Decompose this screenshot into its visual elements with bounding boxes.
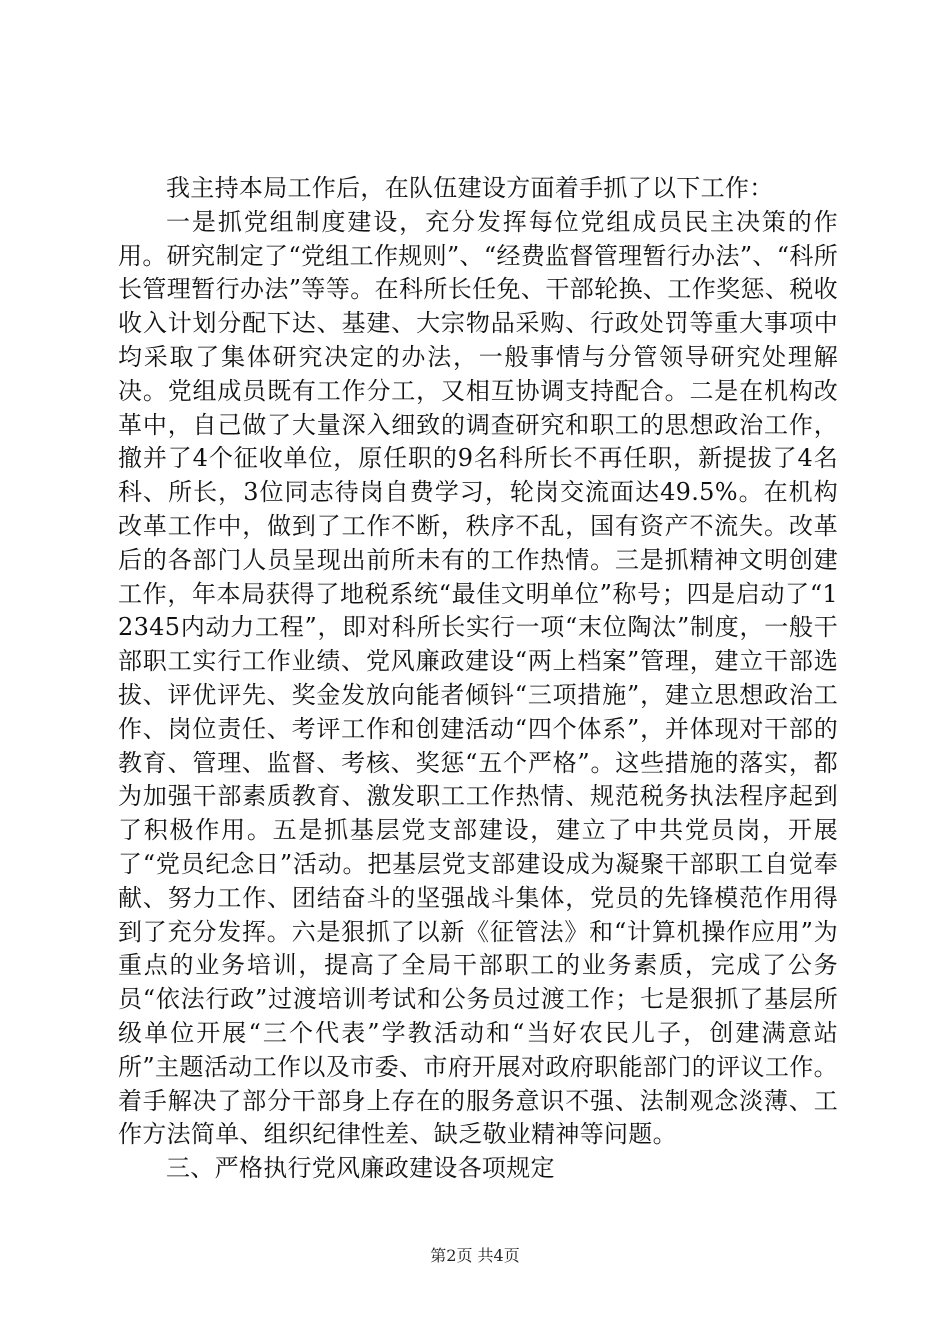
section-heading: 三、严格执行党风廉政建设各项规定 bbox=[166, 1154, 555, 1183]
document-body bbox=[118, 172, 838, 1186]
intro-paragraph: 我主持本局工作后，在队伍建设方面着手抓了以下工作： bbox=[166, 174, 774, 202]
body-paragraph: 一是抓党组制度建设，充分发挥每位党组成员民主决策的作用。研究制定了“党组工作规则”、“经费监督管理暂行办法”、“科所长管理暂行办法”等等。在科所长任免、干部轮换、工作奖惩、税收收入计划分配下达、基建、大宗物品采购、行政处罚等重大事项中均采取了集体研究决定的办法，一般事情与分管领导研究处理解决。党组成员既有工作分工，又相互协调支持配合。二是在机构改革中，自己做了大量深入细致的调查研究和职工的思想政治工作，撤并了4个征收单位，原任职的9名科所长不再任职，新提拔了4名科、所长，3位同志待岗自费学习，轮岗交流面达49.5%。在机构改革工作中，做到了工作不断，秩序不乱，国有资产不流失。改革后的各部门人员呈现出前所未有的工作热情。三是抓精神文明创建工作，年本局获得了地税系统“最佳文明单位”称号；四是启动了“12345内动力工程”，即对科所长实行一项“末位陶汰”制度，一般干部职工实行工作业绩、党风廉政建设“两上档案”管理，建立干部选拔、评优评先、奖金发放向能者倾钭“三项措施”，建立思想政治工作、岗位责任、考评工作和创建活动“四个体系”，并体现对干部的教育、管理、监督、考核、奖惩“五个严格”。这些措施的落实，都为加强干部素质教育、激发职工工作热情、规范税务执法程序起到了积极作用。五是抓基层党支部建设，建立了中共党员岗，开展了“党员纪念日”活动。把基层党支部建设成为凝聚干部职工自觉奉献、努力工作、团结奋斗的坚强战斗集体，党员的先锋模范作用得到了充分发挥。六是狠抓了以新《征管法》和“计算机操作应用”为重点的业务培训，提高了全局干部职工的业务素质，完成了公务员“依法行政”过渡培训考试和公务员过渡工作；七是狠抓了基层所级单位开展“三个代表”学教活动和“当好农民儿子，创建满意站所”主题活动工作以及市委、市府开展对政府职能部门的评议工作。着手解决了部分干部身上存在的服务意识不强、法制观念淡薄、工作方法简单、组织纪律性差、缺乏敬业精神等问题。 bbox=[118, 207, 839, 1149]
page-number-footer: 第2页 共4页 bbox=[430, 1246, 520, 1265]
